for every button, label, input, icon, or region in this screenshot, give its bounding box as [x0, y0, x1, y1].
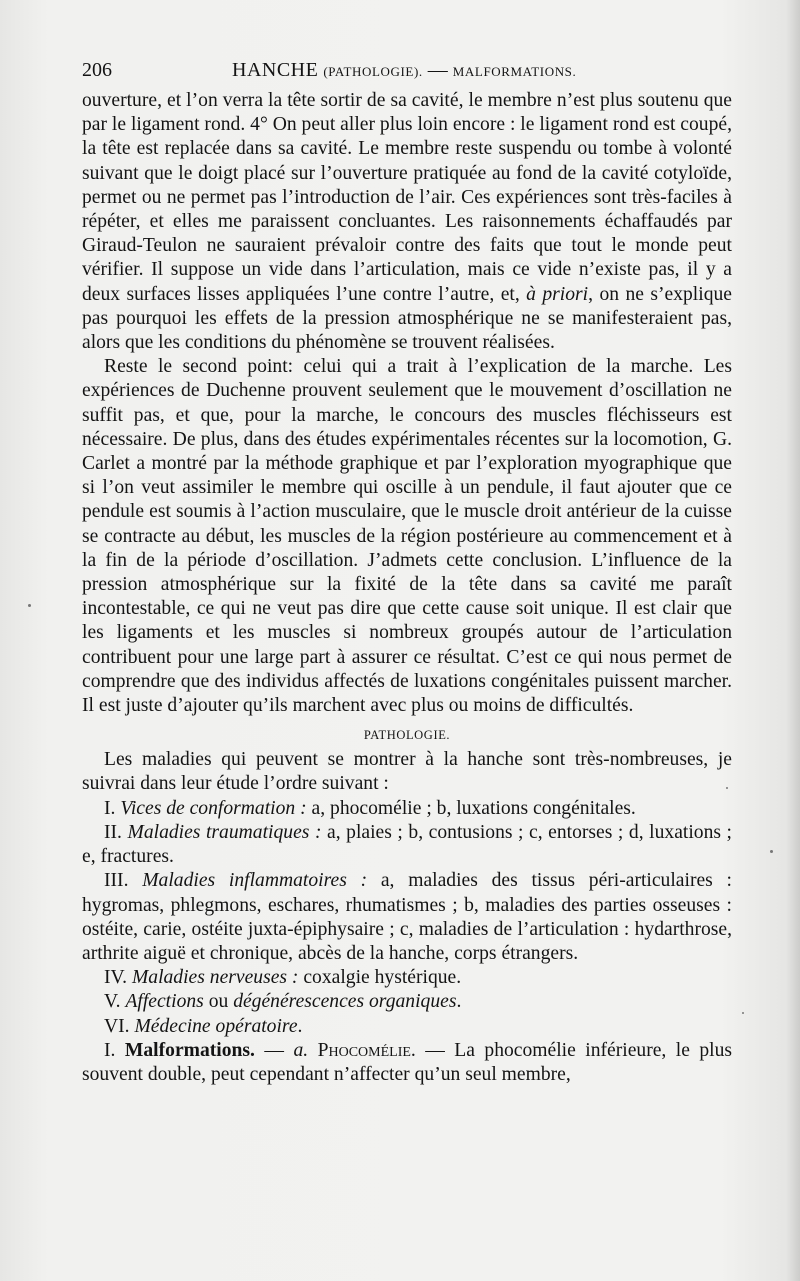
- paragraph-1: [82, 89, 732, 355]
- paragraph-1-italic: à priori: [526, 283, 589, 305]
- malformations-dash: —: [254, 1039, 294, 1061]
- list-title: Médecine opératoire: [134, 1015, 298, 1037]
- malformations-letter: a.: [293, 1039, 309, 1061]
- list-num: I.: [104, 797, 116, 819]
- list-title-2: dégénérescences organiques: [233, 991, 457, 1013]
- malformations-text: — La phocomélie inférieure, le plus souvent double, peut cependant n’affecter qu’un seul membre,: [82, 1039, 733, 1085]
- paragraph-1-end: , on ne s’explique pas pourquoi les effets de la pression atmosphérique ne se manifesteraient pas, alors que les conditions du phénomène se trouvent réalisées.: [82, 283, 732, 354]
- body-text: [82, 89, 732, 1087]
- paper-speck: [742, 1012, 744, 1014]
- title-separator: —: [427, 59, 448, 81]
- list-title: Affections: [125, 991, 204, 1013]
- list-item-4: [82, 966, 732, 990]
- paper-speck: [28, 604, 31, 607]
- list-item-2: [82, 821, 732, 869]
- list-title: Maladies nerveuses :: [131, 967, 299, 989]
- list-item-1: [82, 797, 732, 821]
- paper-speck: [726, 787, 728, 789]
- title-section: MALFORMATIONS.: [452, 64, 577, 79]
- malformations-paragraph: [82, 1039, 732, 1087]
- list-title: Vices de conformation :: [120, 797, 307, 819]
- list-item-6: [82, 1015, 732, 1039]
- paragraph-1-text: ouverture, et l’on verra la tête sortir de sa cavité, le membre n’est plus soutenu que par le ligament rond. 4° On peut aller plus loin encore : le ligament rond est coupé, la tête est replacée dans sa cavité. Le membre reste suspendu ou tombe à volonté suivant que le doigt placé sur l’ouverture pratiquée au fond de la cavité cotyloïde, permet ou ne permet pas l’introduction de l’air. Ces expériences sont très-faciles à répéter, et elles me paraissent concluantes. Les raisonnements échaffaudés par Giraud-Teulon ne sauraient prévaloir contre des faits que tout le monde peut vérifier. Il suppose un vide dans l’articulation, mais ce vide n’existe pas, il y a deux surfaces lisses appliquées l’une contre l’autre, et,: [82, 90, 732, 305]
- list-title: Maladies traumatiques :: [127, 821, 322, 843]
- malformations-num: I.: [104, 1039, 116, 1061]
- list-rest: a, plaies ; b, contusions ; c, entorses ; d, luxations ; e, fractures.: [82, 821, 733, 868]
- page-number: 206: [82, 59, 112, 81]
- title-main: HANCHE: [232, 59, 319, 81]
- malformations-term: Phocomélie.: [317, 1039, 416, 1061]
- list-rest: coxalgie hystérique.: [298, 967, 462, 989]
- list-rest: .: [456, 991, 462, 1013]
- list-num: V.: [104, 991, 121, 1013]
- section-heading: PATHOLOGIE.: [363, 728, 451, 743]
- list-connector: ou: [203, 991, 234, 1013]
- list-rest: a, phocomélie ; b, luxations congénitales.: [306, 797, 636, 819]
- list-num: II.: [104, 821, 122, 843]
- list-num: VI.: [104, 1015, 130, 1037]
- paper-speck: [770, 850, 773, 853]
- list-item-3: [82, 869, 732, 966]
- running-header: [82, 58, 732, 82]
- list-num: IV.: [104, 967, 128, 989]
- list-rest: a, maladies des tissus péri-articulaires : hygromas, phlegmons, eschares, rhumatismes ; b, maladies des parties osseuses : ostéite, carie, ostéite juxta-épiphysaire ; c, maladies de l’articulation : hydarthrose, arthrite aiguë et chronique, abcès de la hanche, corps étrangers.: [82, 870, 732, 964]
- list-title: Maladies inflammatoires :: [142, 870, 368, 892]
- malformations-title: Malformations.: [124, 1039, 255, 1061]
- list-num: III.: [104, 870, 129, 892]
- page-edge-shadow: [786, 0, 800, 1281]
- running-title: [232, 58, 576, 84]
- list-item-5: [82, 990, 732, 1014]
- title-sub: (PATHOLOGIE).: [323, 64, 423, 79]
- paragraph-2: Reste le second point: celui qui a trait à l’explication de la marche. Les expériences de Duchenne prouvent seulement que le mouvement d’oscillation ne suffit pas, et que, pour la marche, le concours des muscles fléchisseurs est nécessaire. De plus, dans des études expérimentales récentes sur la locomotion, G. Carlet a montré par la méthode graphique et par l’exploration myographique que si l’on veut assimiler le membre qui oscille à un pendule, il faut ajouter que ce pendule est soumis à l’action musculaire, que le muscle droit antérieur de la cuisse se contracte au début, les muscles de la région postérieure au commencement et à la fin de la période d’oscillation. J’admets cette conclusion. L’influence de la pression atmosphérique sur la fixité de la tête dans sa cavité me paraît incontestable, ce qui ne veut pas dire que cette cause soit unique. Il est clair que les ligaments et les muscles si nombreux groupés autour de l’articulation contribuent pour une large part à assurer ce résultat. C’est ce qui nous permet de comprendre que des individus affectés de luxations congénitales puissent marcher. Il est juste d’ajouter qu’ils marchent avec plus ou moins de difficultés.: [82, 356, 732, 717]
- intro-paragraph: Les maladies qui peuvent se montrer à la hanche sont très-nombreuses, je suivrai dans leur étude l’ordre suivant :: [82, 749, 732, 795]
- list-rest: .: [297, 1015, 303, 1037]
